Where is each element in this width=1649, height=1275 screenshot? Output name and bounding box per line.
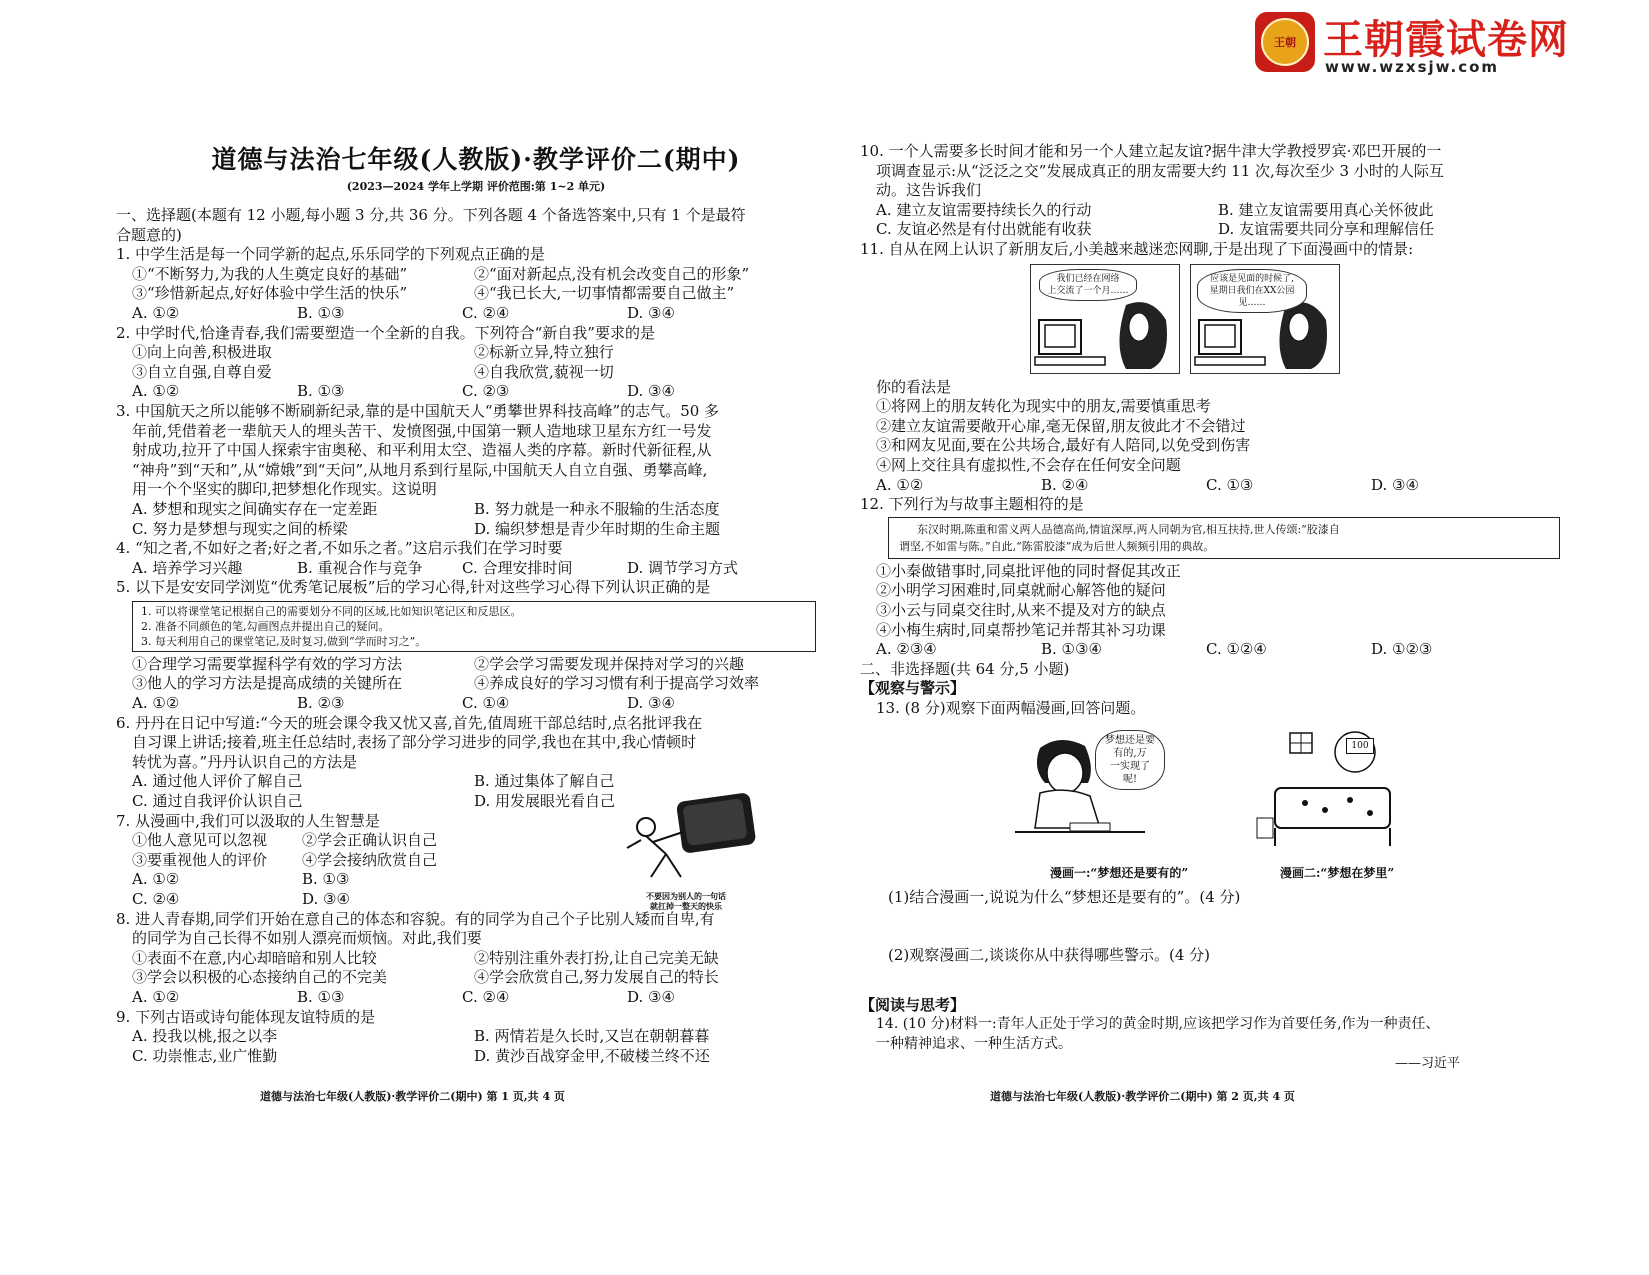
option-d: D. ①②③	[1371, 640, 1433, 659]
statement: ④小梅生病时,同桌帮抄笔记并帮其补习功课	[876, 620, 1166, 639]
logo-name: 王朝霞试卷网	[1323, 17, 1569, 63]
question-line: 10. 一个人需要多长时间才能和另一个人建立起友谊?据牛津大学教授罗宾·邓巴开展的一	[860, 142, 1442, 160]
quote-author: ——习近平	[1394, 1056, 1460, 1072]
question-13	[860, 699, 1560, 966]
question-stem: 11. 自从在网上认识了新朋友后,小美越来越迷恋网聊,于是出现了下面漫画中的情景:	[860, 239, 1414, 258]
option-a: A. ②③④	[876, 640, 937, 659]
statement: ②学会正确认识自己	[302, 831, 438, 850]
option-c: C. ②④	[132, 890, 180, 908]
option-c: C. 通过自我评价认识自己	[132, 792, 303, 811]
statement: ④学会欣赏自己,努力发展自己的特长	[474, 968, 719, 987]
statement: ③他人的学习方法是提高成绩的关键所在	[132, 674, 403, 693]
speech-bubble	[1197, 269, 1307, 313]
option-a: A. ①②	[132, 987, 180, 1006]
section-1-heading-cont: 合题意的)	[116, 225, 182, 244]
section-read: 【阅读与思考】	[860, 995, 966, 1014]
question-line: 用一个个坚实的脚印,把梦想化作现实。这说明	[132, 480, 437, 499]
statement: ③要重视他人的评价	[132, 850, 268, 869]
note-line: 3. 每天利用自己的课堂笔记,及时复习,做到“学而时习之”。	[141, 634, 427, 648]
page-1	[116, 140, 816, 1066]
statement: ②学会学习需要发现并保持对学习的兴趣	[474, 654, 745, 673]
statement: ①“不断努力,为我的人生奠定良好的基础”	[132, 264, 408, 283]
option-c: C. ②④	[462, 987, 510, 1006]
option-b: B. 重视合作与竞争	[297, 558, 423, 577]
notes-box	[132, 601, 816, 652]
question-stem: 9. 下列古语或诗句能体现友谊特质的是	[116, 1007, 376, 1026]
statement: ③和网友见面,要在公共场合,最好有人陪同,以免受到伤害	[876, 436, 1251, 455]
section-1-heading: 一、选择题(本题有 12 小题,每小题 3 分,共 36 分。下列各题 4 个备选答案中,只有 1 个是最符	[116, 206, 746, 224]
question-3	[116, 402, 816, 539]
option-a: A. 投我以桃,报之以李	[132, 1027, 278, 1046]
cartoon-caption: 就扛掉一整天的快乐	[650, 900, 722, 911]
statement: ③学会以积极的心态接纳自己的不完美	[132, 968, 388, 987]
option-c: C. 努力是梦想与现实之间的桥梁	[132, 519, 348, 538]
question-stem: 12. 下列行为与故事主题相符的是	[860, 495, 1084, 514]
statement: ②小明学习困难时,同桌就耐心解答他的疑问	[876, 581, 1166, 600]
question-14	[860, 1015, 1560, 1074]
option-b: B. 两情若是久长时,又岂在朝朝暮暮	[474, 1027, 710, 1046]
boy-sleeping-icon	[1255, 728, 1405, 853]
option-d: D. ③④	[627, 382, 675, 401]
option-a: A. 通过他人评价了解自己	[132, 772, 303, 791]
option-c: C. ①②④	[1206, 640, 1267, 659]
option-d: D. ③④	[302, 890, 350, 908]
question-1	[116, 245, 816, 323]
question-line: 14. (10 分)材料一:青年人正处于学习的黄金时期,应该把学习作为首要任务,作为一种责任、	[876, 1016, 1440, 1033]
option-b: B. 建立友谊需要用真心关怀彼此	[1218, 200, 1434, 219]
question-line: 转忧为喜。”丹丹认识自己的方法是	[132, 752, 358, 771]
sub-question-1: (1)结合漫画一,说说为什么“梦想还是要有的”。(4 分)	[888, 888, 1241, 907]
cartoon-caption: 不要因为别人的一句话	[646, 890, 726, 901]
question-line: “神舟”到“天和”,从“嫦娥”到“天问”,从地月系到行星际,中国航天人自立自强、勇攀高峰,	[132, 460, 708, 479]
bubble-text: 一实现了	[1110, 761, 1150, 773]
option-b: B. ①③	[302, 870, 350, 889]
option-c: C. ①④	[462, 694, 510, 713]
page-title: 道德与法治七年级(人教版)·教学评价二(期中)	[211, 145, 741, 174]
statement: ③“珍惜新起点,好好体验中学生活的快乐”	[132, 284, 408, 303]
option-a: A. 培养学习兴趣	[132, 558, 243, 577]
question-line: 动。这告诉我们	[876, 181, 982, 200]
statement: ②特别注重外表打扮,让自己完美无缺	[474, 948, 719, 967]
statement: ①表面不在意,内心却暗暗和别人比较	[132, 948, 377, 967]
cartoon-caption-2: 漫画二:“梦想在梦里”	[1280, 866, 1395, 881]
statement: ④自我欣赏,藐视一切	[474, 362, 614, 381]
option-c: C. ②③	[462, 382, 510, 401]
cartoon-burden	[621, 792, 761, 912]
score-badge: 100	[1346, 738, 1374, 754]
note-line: 1. 可以将课堂笔记根据自己的需要划分不同的区域,比如知识笔记区和反思区。	[141, 604, 522, 618]
statement: ③小云与同桌交往时,从来不提及对方的缺点	[876, 600, 1166, 619]
statement: ④网上交往具有虚拟性,不会存在任何安全问题	[876, 455, 1181, 474]
option-b: B. ②③	[297, 694, 345, 713]
option-b: B. ①③	[297, 987, 345, 1006]
cartoon-caption-1: 漫画一:“梦想还是要有的”	[1050, 866, 1189, 881]
page-2	[860, 142, 1560, 1074]
question-line: 3. 中国航天之所以能够不断刷新纪录,靠的是中国航天人“勇攀世界科技高峰”的志气。50 多	[116, 401, 720, 420]
speech-bubble	[1095, 730, 1165, 790]
bubble-text: 应该是见面的时候了,	[1210, 273, 1294, 284]
option-c: C. 功崇惟志,业广惟勤	[132, 1046, 278, 1065]
option-b: B. 通过集体了解自己	[474, 772, 615, 791]
option-b: B. ①③	[297, 303, 345, 322]
question-line: 射成功,拉开了中国人探索宇宙奥秘、和平利用太空、造福人类的序幕。新时代新征程,从	[132, 441, 712, 460]
question-stem: 1. 中学生活是每一个同学新的起点,乐乐同学的下列观点正确的是	[116, 245, 545, 264]
option-a: A. ①②	[132, 870, 180, 889]
question-2	[116, 324, 816, 402]
bubble-text: 星期日我们在XX公园见……	[1209, 285, 1295, 308]
story-box	[888, 517, 1560, 559]
question-10	[860, 142, 1560, 240]
page-footer-1: 道德与法治七年级(人教版)·教学评价二(期中) 第 1 页,共 4 页	[260, 1090, 565, 1103]
question-11	[860, 240, 1560, 495]
note-line: 2. 准备不同颜色的笔,勾画图点并提出自己的疑问。	[141, 619, 390, 633]
person-carrying-tv-icon	[621, 792, 761, 887]
question-line: 的同学为自己长得不如别人漂亮而烦恼。对此,我们要	[132, 929, 482, 948]
seal-icon: 王朝	[1255, 12, 1315, 72]
bubble-text: 梦想还是要	[1105, 735, 1155, 747]
option-d: D. 用发展眼光看自己	[474, 792, 616, 811]
section-observe: 【观察与警示】	[860, 679, 966, 698]
option-d: D. ③④	[627, 303, 675, 322]
statement: ③自立自强,自尊自爱	[132, 362, 272, 381]
option-a: A. ①②	[132, 303, 180, 322]
option-a: A. ①②	[132, 694, 180, 713]
question-4	[116, 539, 816, 578]
site-logo	[1255, 8, 1645, 78]
statement: ④养成良好的学习习惯有利于提高学习效率	[474, 674, 760, 693]
bubble-text: 我们已经在网络	[1056, 273, 1120, 284]
question-line: 年前,凭借着老一辈航天人的埋头苦干、发愤图强,中国第一颗人造地球卫星东方红一号发	[132, 421, 712, 440]
statement: ②“面对新起点,没有机会改变自己的形象”	[474, 264, 750, 283]
option-a: A. ①②	[132, 382, 180, 401]
statement: ①他人意见可以忽视	[132, 831, 268, 850]
question-line: 6. 丹丹在日记中写道:“今天的班会课令我又忧又喜,首先,值周班干部总结时,点名批评我在	[116, 713, 703, 732]
option-a: A. 梦想和现实之间确实存在一定差距	[132, 499, 378, 518]
bubble-text: 有的,万	[1113, 748, 1147, 760]
statement: ④学会接纳欣赏自己	[302, 850, 438, 869]
option-c: C. ①③	[1206, 475, 1254, 494]
question-12	[860, 495, 1560, 660]
question-line: 一种精神追求、一种生活方式。	[876, 1035, 1072, 1052]
question-stem: 2. 中学时代,恰逢青春,我们需要塑造一个全新的自我。下列符合“新自我”要求的是	[116, 323, 655, 342]
option-d: D. ③④	[627, 694, 675, 713]
comic-panel-1	[1030, 264, 1180, 374]
question-stem: 13. (8 分)观察下面两幅漫画,回答问题。	[876, 698, 1146, 717]
option-d: D. 黄沙百战穿金甲,不破楼兰终不还	[474, 1046, 710, 1065]
question-line: 8. 进人青春期,同学们开始在意自己的体态和容貌。有的同学为自己个子比别人矮而自卑,有	[116, 909, 715, 928]
statement: ②建立友谊需要敞开心扉,毫无保留,朋友彼此才不会错过	[876, 416, 1246, 435]
option-c: C. 合理安排时间	[462, 558, 573, 577]
question-stem: 4. “知之者,不如好之者;好之者,不如乐之者。”这启示我们在学习时要	[116, 539, 563, 558]
section-2-heading: 二、非选择题(共 64 分,5 小题)	[860, 659, 1070, 678]
statement: ①合理学习需要掌握科学有效的学习方法	[132, 654, 403, 673]
option-b: B. ①③④	[1041, 640, 1102, 659]
bubble-text: 上交流了一个月……	[1047, 285, 1129, 296]
option-d: D. ③④	[1371, 475, 1419, 494]
option-c: C. ②④	[462, 303, 510, 322]
story-line: 东汉时期,陈重和雷义两人品德高尚,情谊深厚,两人同朝为官,相互扶持,世人传颂:“胶漆自	[917, 522, 1340, 536]
cartoons-area	[860, 718, 1560, 888]
statement: ①将网上的朋友转化为现实中的朋友,需要慎重思考	[876, 397, 1211, 416]
option-c: C. 友谊必然是有付出就能有收获	[876, 220, 1092, 239]
option-d: D. ③④	[627, 987, 675, 1006]
page-subtitle: (2023—2024 学年上学期 评价范围:第 1~2 单元)	[346, 180, 606, 193]
option-d: D. 友谊需要共同分享和理解信任	[1218, 220, 1435, 239]
option-b: B. 努力就是一种永不服输的生活态度	[474, 499, 720, 518]
option-b: B. ①③	[297, 382, 345, 401]
prompt: 你的看法是	[876, 377, 952, 396]
question-8	[116, 910, 816, 1008]
question-line: 自习课上讲话;接着,班主任总结时,表扬了部分学习进步的同学,我也在其中,我心情顿时	[132, 733, 697, 752]
question-9	[116, 1008, 816, 1067]
option-a: A. 建立友谊需要持续长久的行动	[876, 200, 1092, 219]
option-a: A. ①②	[876, 475, 924, 494]
question-stem: 5. 以下是安安同学浏览“优秀笔记展板”后的学习心得,针对这些学习心得下列认识正确的是	[116, 578, 711, 597]
statement: ①向上向善,积极进取	[132, 343, 272, 362]
logo-url: www.wzxsjw.com	[1325, 58, 1500, 76]
question-stem: 7. 从漫画中,我们可以汲取的人生智慧是	[116, 811, 380, 830]
question-7	[116, 812, 816, 910]
question-line: 项调查显示:从“泛泛之交”发展成真正的朋友需要大约 11 次,每次至少 3 小时的人际互	[876, 161, 1444, 180]
page-footer-2: 道德与法治七年级(人教版)·教学评价二(期中) 第 2 页,共 4 页	[990, 1090, 1295, 1103]
statement: ①小秦做错事时,同桌批评他的同时督促其改正	[876, 561, 1181, 580]
question-5	[116, 578, 816, 713]
option-d: D. 调节学习方式	[627, 558, 739, 577]
option-b: B. ②④	[1041, 475, 1089, 494]
bubble-text: 呢!	[1122, 774, 1138, 786]
speech-bubble	[1039, 269, 1137, 301]
option-d: D. 编织梦想是青少年时期的生命主题	[474, 519, 721, 538]
comic-panel-2	[1190, 264, 1340, 374]
statement: ②标新立异,特立独行	[474, 343, 614, 362]
story-line: 谓坚,不如雷与陈。”自此,“陈雷胶漆”成为后世人频频引用的典故。	[899, 539, 1215, 553]
comic-strip	[860, 260, 1560, 378]
statement: ④“我已长大,一切事情都需要自己做主”	[474, 284, 735, 303]
sub-question-2: (2)观察漫画二,谈谈你从中获得哪些警示。(4 分)	[888, 946, 1211, 965]
